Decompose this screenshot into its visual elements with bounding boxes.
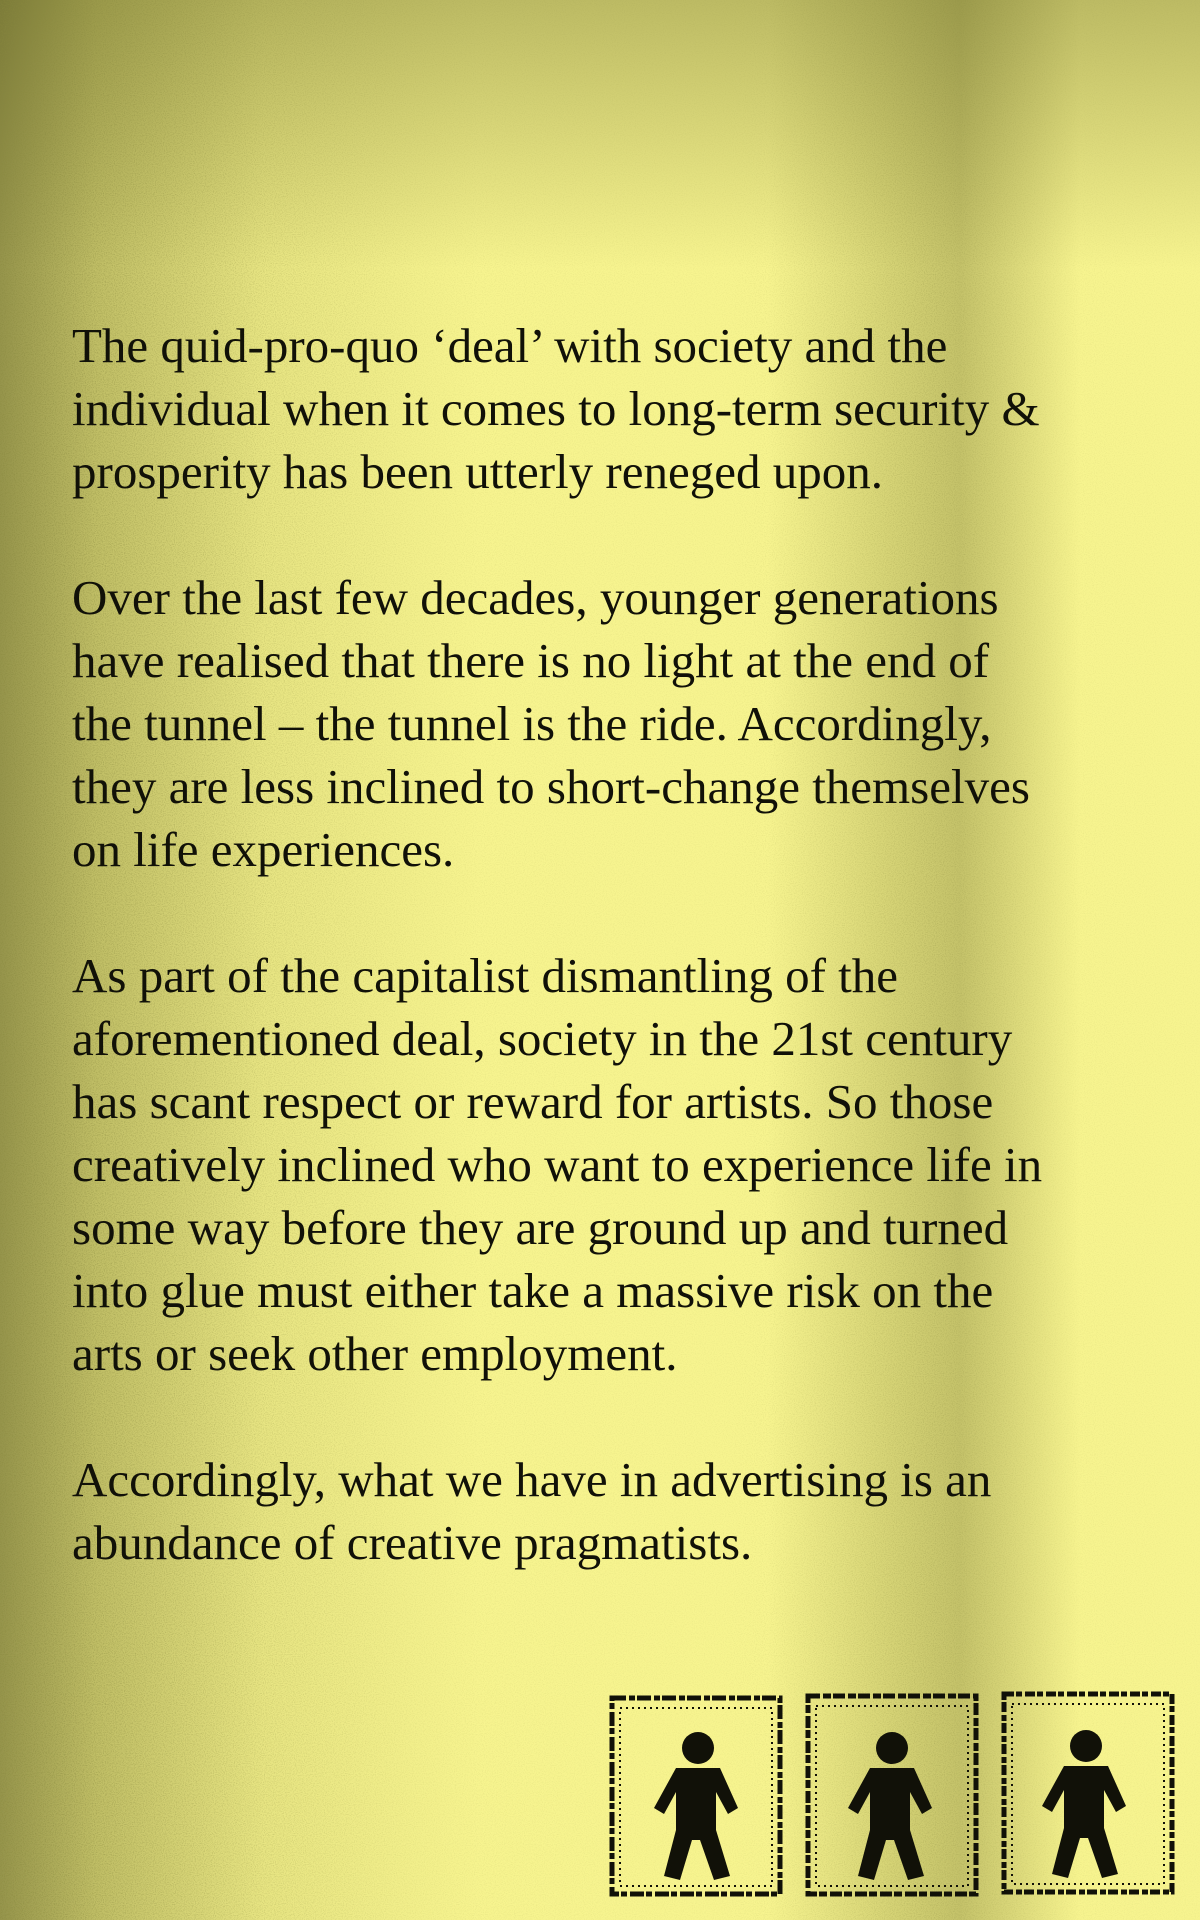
paragraph-younger-generations: Over the last few decades, younger generations have realised that there is no light at the end of the tunnel – the tunnel is the ride. Accordingly, they are less inclined to short-change themselves on life experiences.	[72, 570, 1030, 877]
person-figure-icon	[606, 1690, 786, 1900]
paragraph-creative-pragmatists: Accordingly, what we have in advertising is an abundance of creative pragmatists.	[72, 1452, 992, 1570]
person-figure-icon	[802, 1690, 982, 1900]
paragraph-deal: The quid-pro-quo ‘deal’ with society and the individual when it comes to long-term security & prosperity has been utterly reneged upon.	[72, 318, 1040, 499]
paragraph-capitalist-dismantling: As part of the capitalist dismantling of the aforementioned deal, society in the 21st century has scant respect or reward for artists. So those creatively inclined who want to experience life in some way before they are ground up and turned into glue must either take a massive risk on the arts or seek other employment.	[72, 948, 1043, 1381]
body-text	[72, 314, 1172, 1637]
figure-stamps	[606, 1690, 1180, 1900]
person-figure-icon	[998, 1690, 1178, 1900]
